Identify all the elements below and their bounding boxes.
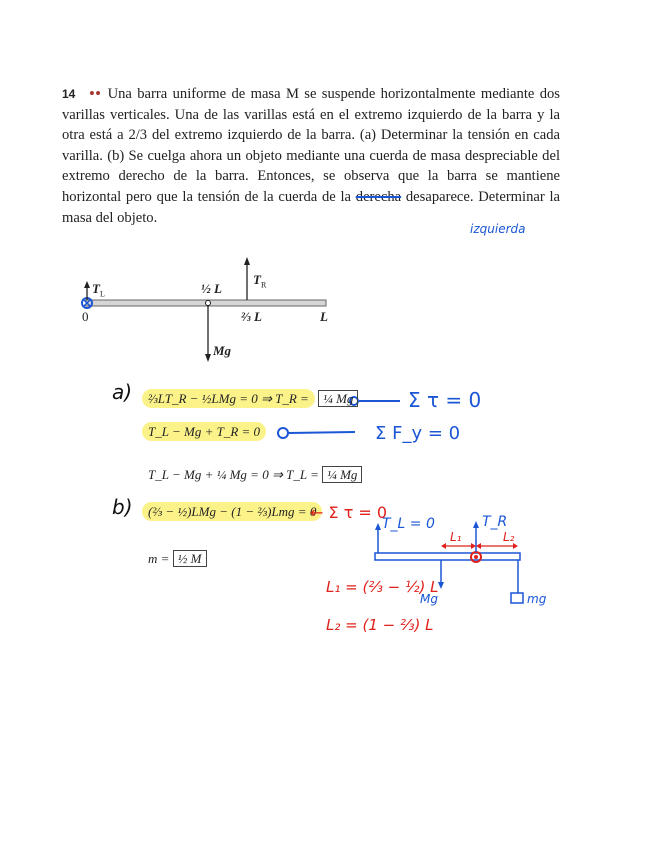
part-a-eq3: T_L − Mg + ¼ Mg = 0 ⇒ T_L = ¼ Mg [148,467,362,483]
sketch-mg-obj: mg [527,592,547,606]
part-a-eq1: ⅔LT_R − ½LMg = 0 ⇒ T_R = ¼ Mg [142,391,358,407]
part-a-eq2-note: Σ F_y = 0 [375,423,461,444]
sketch-tl: T_L = 0 [382,516,435,532]
sketch-tr: T_R [482,514,508,530]
two-thirds-l-label: ⅔ L [241,309,262,324]
part-a-eq2: T_L − Mg + T_R = 0 [142,424,266,440]
part-b-marker: b) [112,495,133,519]
origin-label: 0 [82,309,89,324]
sketch-bar [375,553,520,560]
sketch-mg-bar: Mg [420,592,438,606]
sketch-def-l1: L₁ = (⅔ − ½) L [326,578,439,596]
tl-label: $T_L$ [92,281,105,299]
sketch-mass-icon [511,593,523,603]
problem-number: 14 [62,87,76,101]
end-l-label: L [320,309,328,324]
weight-label: Mg [213,343,232,358]
handwritten-correction: izquierda [470,222,526,236]
part-a-eq1-note: Σ τ = 0 [408,388,482,412]
sketch-l1: L₁ [450,530,462,544]
tr-label: $T_R$ [253,272,267,290]
sketch-l2: L₂ [503,530,515,544]
part-b-eq1-note: ← Σ τ = 0 [310,503,388,522]
part-b-eq1: (⅔ − ½)LMg − (1 − ⅔)Lmg = 0 [142,504,322,520]
problem-text-before: Una barra uniforme de masa M se suspende horizontalmente mediante dos varillas verticales. Una de las varillas está en el extremo izquierdo de la barra y la otra está a 2/3 del extremo izquierdo de la barra. (a) Determinar la tensión en cada varilla. (b) Se cuelga ahora un objeto mediante una cuerda de masa despreciable del extremo derecho de la barra. Entonces, se observa que la barra se mantiene horizontal pero que la tensión de la cuerda de la [62,86,560,205]
sketch-def-l2: L₂ = (1 − ⅔) L [326,616,434,634]
part-a-marker: a) [112,380,133,404]
problem-text-after: desaparece. Determinar la masa del objeto. [62,188,560,226]
struck-word: derecha [355,188,402,205]
part-b-eq2: m = ½ M [148,551,207,567]
half-l-label: ½ L [201,281,222,296]
difficulty-dots: •• [89,86,102,102]
